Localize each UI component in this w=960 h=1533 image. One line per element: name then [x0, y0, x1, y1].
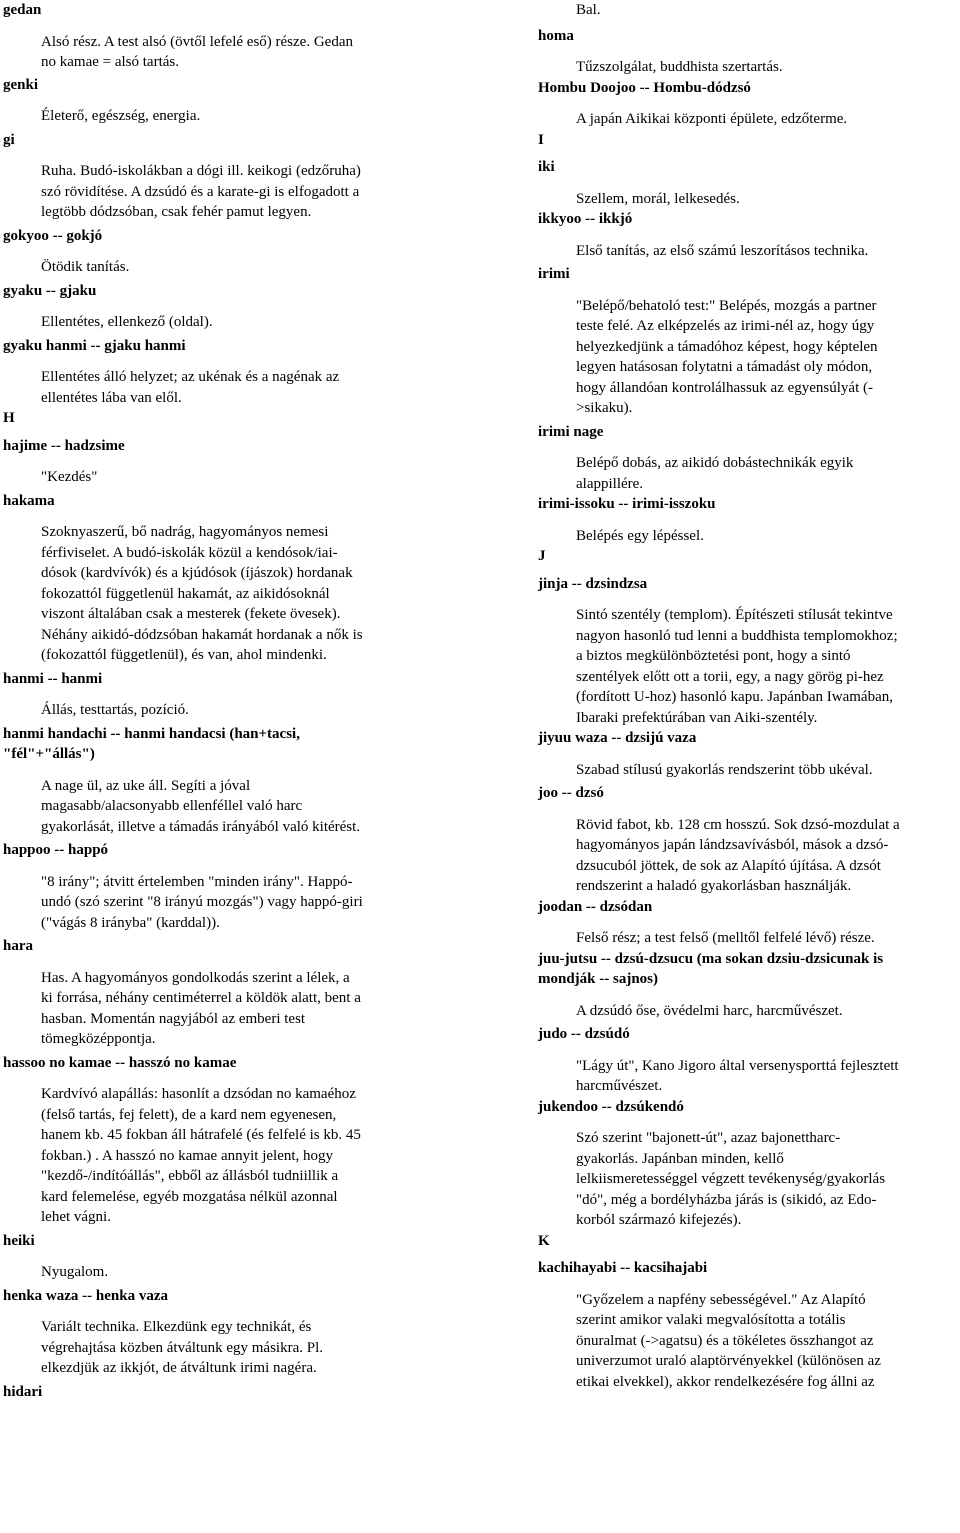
glossary-definition: Ötödik tanítás.	[41, 259, 130, 275]
glossary-term-henka-waza: henka waza -- henka vaza	[3, 1287, 169, 1304]
glossary-definition: Has. A hagyományos gondolkodás szerint a lélek, a ki forrása, néhány centiméterrel a köldök alatt, bent a hasban. Momentán nagyjából az emberi test tömegközéppontja.	[41, 969, 361, 1047]
glossary-term-hanmi-handachi: hanmi handachi -- hanmi handacsi (han+tacsi, "fél"+"állás")	[3, 725, 300, 762]
section-letter-j: J	[538, 548, 546, 564]
glossary-term-hakama: hakama	[3, 492, 55, 509]
glossary-definition: "Kezdés"	[41, 469, 98, 485]
glossary-term-iki: iki	[538, 159, 555, 175]
glossary-definition: Szabad stílusú gyakorlás rendszerint több ukéval.	[576, 761, 873, 778]
section-letter-i: I	[538, 131, 544, 148]
glossary-definition: Alsó rész. A test alsó (övtől lefelé eső) része. Gedan no kamae = alsó tartás.	[41, 33, 353, 70]
glossary-term-hanmi: hanmi -- hanmi	[3, 670, 103, 687]
glossary-definition: "Belépő/behatoló test:" Belépés, mozgás a partner teste felé. Az elképzelés az irimi-nél az, hogy úgy helyezkedjünk a támadóhoz képest, hogy képtelen legyen hatásosan folytatni a támadást oly módon, hogy állandóan kontrolálhassuk az egyensúlyát (- >sikaku).	[576, 297, 878, 416]
glossary-definition: "Lágy út", Kano Jigoro által versenysporttá fejlesztett harcművészet.	[576, 1057, 899, 1094]
glossary-term-irimi: irimi	[538, 266, 570, 282]
glossary-term-jiyuu-waza: jiyuu waza -- dzsijú vaza	[538, 730, 697, 746]
glossary-definition: Kardvívó alapállás: hasonlít a dzsódan no kamaéhoz (felső tartás, fej felett), de a kard nem egyenesen, hanem kb. 45 fokban áll hátrafelé (és felfelé is kb. 45 fokban.) . A hasszó no kamae annyit jelent, hogy "kezdő-/indítóállás", ebből az állásból tudniillik a kard felemelése, egyéb mozgatása nélkül azonnal lehet vágni.	[41, 1086, 361, 1225]
glossary-term-hassoo-no-kamae: hassoo no kamae -- hasszó no kamae	[3, 1054, 237, 1071]
glossary-term-hajime: hajime -- hadzsime	[3, 437, 125, 454]
glossary-term-gi: gi	[3, 131, 15, 148]
glossary-term-kachihayabi: kachihayabi -- kacsihajabi	[538, 1260, 708, 1276]
glossary-term-jinja: jinja -- dzsindzsa	[538, 575, 648, 592]
glossary-term-juu-jutsu: juu-jutsu -- dzsú-dzsucu (ma sokan dzsiu-dzsicunak is mondják -- sajnos)	[538, 950, 884, 987]
glossary-definition: "8 irány"; átvitt értelemben "minden irány". Happó- undó (szó szerint "8 irányú mozgás") vagy happó-giri ("vágás 8 irányba" (karddal)).	[41, 873, 363, 931]
glossary-definition: "Győzelem a napfény sebességével." Az Alapító szerint amikor valaki megvalósította a totális önuralmat (->agatsu) és a tökéletes összhangot az univerzumot uraló alaptörvényekkel (különösen az etikai elvekkel), akkor rendelkezésére fog állni az	[576, 1291, 881, 1390]
glossary-term-gyaku: gyaku -- gjaku	[3, 282, 97, 299]
glossary-definition: Belépés egy lépéssel.	[576, 527, 704, 544]
glossary-definition: Szó szerint "bajonett-út", azaz bajonettharc- gyakorlás. Japánban minden, kellő lelkiismeretességgel végzett tevékenység/gyakorlás "dó", még a bordélyházba járás is (sikidó, az Edo- korból származó kifejezés).	[576, 1130, 886, 1228]
glossary-term-genki: genki	[3, 76, 39, 93]
glossary-definition: Életerő, egészség, energia.	[41, 108, 201, 124]
glossary-definition: A nage ül, az uke áll. Segíti a jóval magasabb/alacsonyabb ellenféllel való harc gyakorlását, illetve a támadás irányából való kitérést.	[41, 777, 361, 835]
glossary-term-hombu-doojoo: Hombu Doojoo -- Hombu-dódzsó	[538, 79, 751, 96]
glossary-definition: Állás, testtartás, pozíció.	[41, 702, 189, 718]
glossary-definition: Szellem, morál, lelkesedés.	[576, 190, 740, 207]
glossary-term-gyaku-hanmi: gyaku hanmi -- gjaku hanmi	[3, 337, 186, 354]
glossary-term-hara: hara	[3, 938, 33, 954]
glossary-definition: Sintó szentély (templom). Építészeti stílusát tekintve nagyon hasonló tud lenni a buddhista templomokhoz; a biztos megkülönböztetési pont, hogy a sintó szentélyek előtt ott a torii, egy, a nagy görög pi-hez (fordított U-hoz) hasonló kapu. Japánban Iwamában, Ibaraki prefektúrában van Aiki-szentély.	[576, 607, 898, 726]
glossary-definition: Bal.	[576, 2, 601, 18]
glossary-definition: Ellentétes álló helyzet; az ukénak és a nagénak az ellentétes lába van elől.	[41, 369, 340, 406]
glossary-term-homa: homa	[538, 27, 574, 44]
glossary-definition: Ellentétes, ellenkező (oldal).	[41, 314, 213, 330]
glossary-definition: A dzsúdó őse, övédelmi harc, harcművészet.	[576, 1002, 843, 1019]
glossary-term-irimi-nage: irimi nage	[538, 423, 604, 440]
glossary-term-jukendoo: jukendoo -- dzsúkendó	[538, 1098, 684, 1115]
glossary-term-joodan: joodan -- dzsódan	[538, 898, 653, 915]
glossary-definition: Belépő dobás, az aikidó dobástechnikák egyik alappillére.	[576, 455, 854, 492]
section-letter-h: H	[3, 410, 15, 426]
right-column	[538, 0, 958, 1392]
left-column	[3, 0, 423, 1402]
glossary-term-hidari: hidari	[3, 1383, 43, 1400]
glossary-term-ikkyoo: ikkyoo -- ikkjó	[538, 211, 633, 227]
glossary-definition: Első tanítás, az első számú leszorításos technika.	[576, 242, 869, 259]
glossary-definition: Tűzszolgálat, buddhista szertartás.	[576, 59, 783, 75]
glossary-definition: Variált technika. Elkezdünk egy technikát, és végrehajtása közben átváltunk egy másikra. Pl. elkezdjük az ikkjót, de átváltunk irimi nagéra.	[41, 1319, 323, 1376]
glossary-term-heiki: heiki	[3, 1232, 35, 1249]
glossary-term-gokyoo: gokyoo -- gokjó	[3, 227, 103, 244]
glossary-definition: Rövid fabot, kb. 128 cm hosszú. Sok dzsó-mozdulat a hagyományos japán lándzsavívásból, mások a dzsó- dzsucuból jöttek, de sok az Alapító újítása. A dzsót rendszerint a haladó gyakorlásban használják.	[576, 816, 900, 894]
glossary-term-judo: judo -- dzsúdó	[538, 1026, 630, 1042]
glossary-definition: Ruha. Budó-iskolákban a dógi ill. keikogi (edzőruha) szó rövidítése. A dzsúdó és a karate-gi is elfogadott a legtöbb dódzsóban, csak fehér pamut legyen.	[41, 163, 361, 220]
glossary-term-gedan: gedan	[3, 2, 42, 18]
glossary-term-happoo: happoo -- happó	[3, 842, 109, 858]
section-letter-k: K	[538, 1232, 550, 1249]
glossary-definition: Szoknyaszerű, bő nadrág, hagyományos nemesi férfiviselet. A budó-iskolák közül a kendósok/iai- dósok (kardvívók) és a kjúdósok (íjászok) hordanak fokozattól függetlenül hakamát, az aikidósoknál viszont általában csak a mesterek (fekete övesek). Néhány aikidó-dódzsóban hakamát hordanak a nők is (fokozattól függetlenül), és van, ahol mindenki.	[41, 524, 363, 663]
glossary-definition: Nyugalom.	[41, 1264, 109, 1280]
glossary-term-joo: joo -- dzsó	[538, 785, 604, 801]
glossary-definition: Felső rész; a test felső (melltől felfelé lévő) része.	[576, 930, 875, 946]
glossary-definition: A japán Aikikai központi épülete, edzőterme.	[576, 111, 848, 127]
glossary-term-irimi-issoku: irimi-issoku -- irimi-isszoku	[538, 496, 716, 512]
